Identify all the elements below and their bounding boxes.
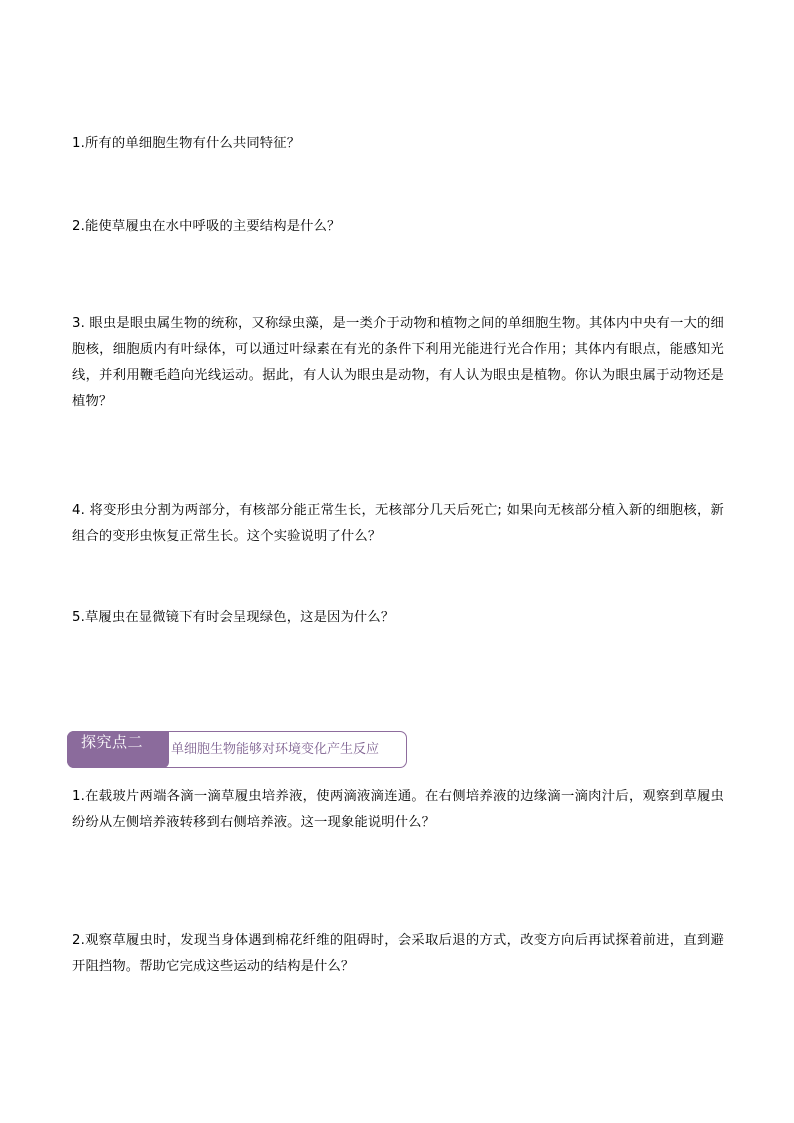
question-1-2: 2.能使草履虫在水中呼吸的主要结构是什么？ — [72, 219, 341, 234]
question-1-1: 1.所有的单细胞生物有什么共同特征？ — [72, 136, 301, 151]
section-tab-label: 探究点二 — [67, 731, 169, 768]
section-header-explore-point-2 — [67, 731, 407, 768]
question-2-1: 1.在载玻片两端各滴一滴草履虫培养液，使两滴液滴连通。在右侧培养液的边缘滴一滴肉汁后，观察到草履虫纷纷从左侧培养液转移到右侧培养液。这一现象能说明什么？ — [72, 789, 724, 830]
question-2-2: 2.观察草履虫时，发现当身体遇到棉花纤维的阻碍时，会采取后退的方式，改变方向后再试探着前进，直到避开阻挡物。帮助它完成这些运动的结构是什么？ — [72, 933, 724, 974]
question-1-3: 3. 眼虫是眼虫属生物的统称，又称绿虫藻，是一类介于动物和植物之间的单细胞生物。其体内中央有一大的细胞核，细胞质内有叶绿体，可以通过叶绿素在有光的条件下利用光能进行光合作用；其体内有眼点，能感知光线，并利用鞭毛趋向光线运动。据此，有人认为眼虫是动物，有人认为眼虫是植物。你认为眼虫属于动物还是植物？ — [72, 316, 724, 409]
question-1-5: 5.草履虫在显微镜下有时会呈现绿色，这是因为什么？ — [72, 610, 395, 625]
question-1-4: 4. 将变形虫分割为两部分，有核部分能正常生长，无核部分几天后死亡; 如果向无核部分植入新的细胞核，新组合的变形虫恢复正常生长。这个实验说明了什么？ — [72, 503, 724, 544]
section-title: 单细胞生物能够对环境变化产生反应 — [171, 742, 380, 757]
